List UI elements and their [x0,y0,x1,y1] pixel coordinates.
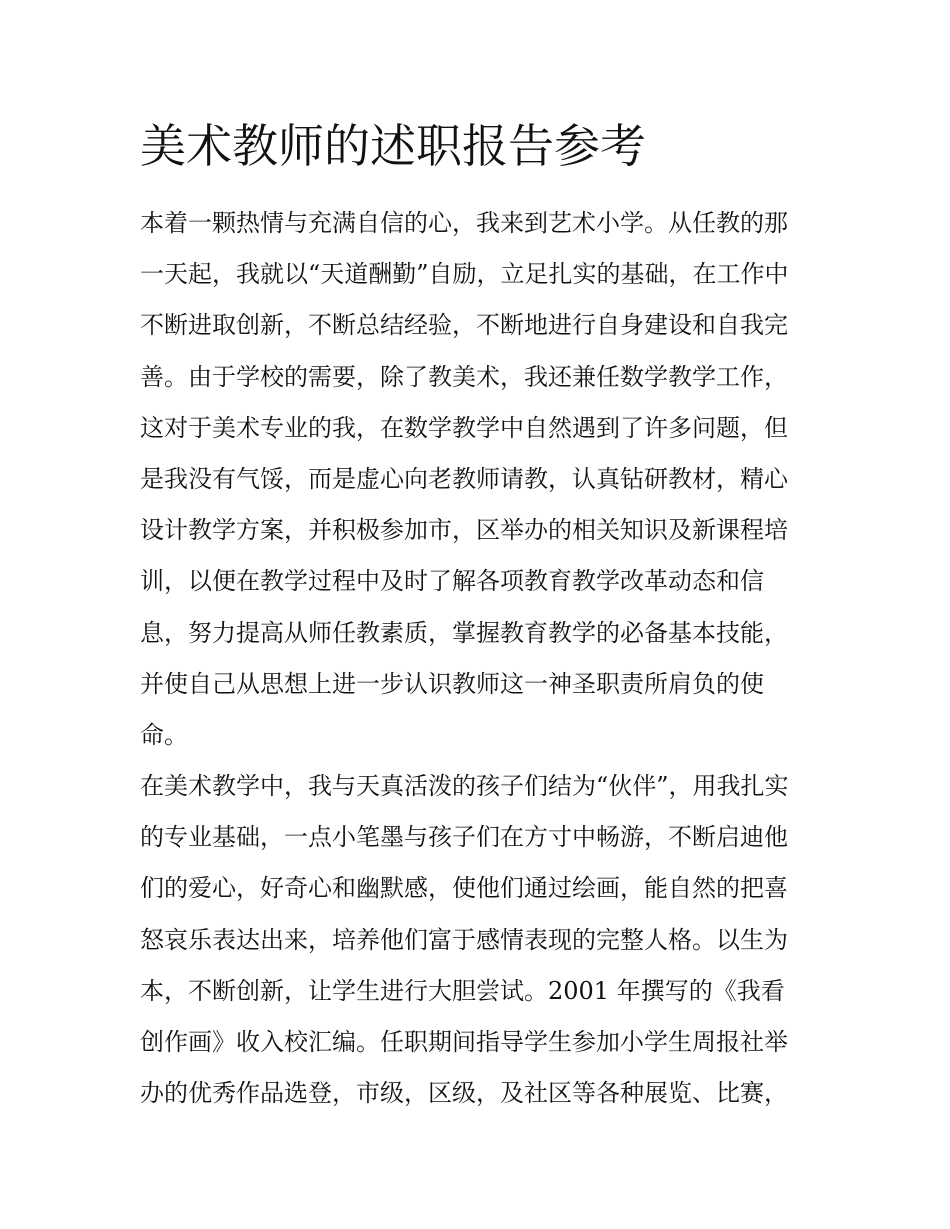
document-body [140,198,820,1119]
document-title: 美术教师的述职报告参考 [140,119,646,173]
paragraph-1 [140,198,820,761]
text-line: 一天起，我就以“天道酬勤”自励，立足扎实的基础，在工作中 [140,260,789,289]
text-line: 训，以便在教学过程中及时了解各项教育教学改革动态和信 [140,567,764,596]
text-line: 是我没有气馁，而是虚心向老教师请教，认真钻研教材，精心 [140,464,788,493]
paragraph-2 [140,761,820,1119]
text-line: 本，不断创新，让学生进行大胆尝试。2001 年撰写的《我看 [140,976,785,1005]
text-line: 本着一颗热情与充满自信的心，我来到艺术小学。从任教的那 [140,209,788,237]
text-line: 并使自己从思想上进一步认识教师这一神圣职责所肩负的使 [140,669,764,698]
text-line: 息，努力提高从师任教素质，掌握教育教学的必备基本技能， [140,618,788,647]
text-line: 怒哀乐表达出来，培养他们富于感情表现的完整人格。以生为 [140,925,788,954]
text-line: 办的优秀作品选登，市级，区级，及社区等各种展览、比赛， [140,1079,788,1108]
text-line: 们的爱心，好奇心和幽默感，使他们通过绘画，能自然的把喜 [140,874,788,903]
text-line: 的专业基础，一点小笔墨与孩子们在方寸中畅游，不断启迪他 [140,823,788,852]
text-line: 创作画》收入校汇编。任职期间指导学生参加小学生周报社举 [140,1028,788,1056]
text-line: 在美术教学中，我与天真活泼的孩子们结为“伙伴”，用我扎实 [140,772,789,801]
text-line: 这对于美术专业的我，在数学教学中自然遇到了许多问题，但 [140,413,788,442]
text-line: 善。由于学校的需要，除了教美术，我还兼任数学教学工作， [140,362,788,391]
text-line: 设计教学方案，并积极参加市，区举办的相关知识及新课程培 [140,516,788,545]
text-line: 不断进取创新，不断总结经验，不断地进行自身建设和自我完 [140,311,788,340]
text-line: 命。 [140,720,188,749]
